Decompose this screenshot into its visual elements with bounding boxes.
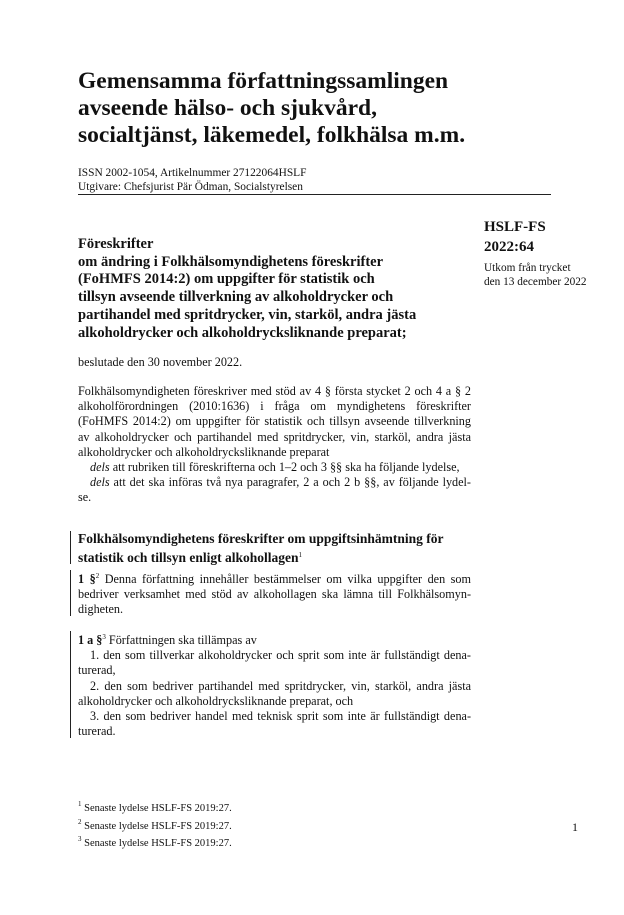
- intro-line: Folkhälsomyndigheten föreskriver med stöd av 4 § första stycket 2 och 4 a § 2: [78, 384, 471, 398]
- publication-meta: [78, 167, 306, 194]
- title-line: om ändring i Folkhälsomyndighetens föreskrifter: [78, 253, 384, 270]
- regulation-code: [484, 217, 546, 257]
- footnote: [78, 798, 232, 816]
- footnote-text: Senaste lydelse HSLF-FS 2019:27.: [81, 838, 232, 849]
- intro-paragraph: [78, 384, 471, 506]
- code-series: HSLF-FS: [484, 219, 546, 235]
- dels-word: dels: [90, 460, 110, 475]
- footnote-number: 3: [78, 835, 82, 843]
- footnotes: [78, 798, 232, 851]
- change-bar: [70, 631, 71, 738]
- para-line: digheten.: [78, 602, 124, 617]
- footnote-ref: 1: [298, 551, 303, 559]
- section-heading-line: Folkhälsomyndighetens föreskrifter om uppgiftsinhämtning för: [78, 531, 444, 546]
- intro-line: alkoholförordningen (2010:1636) i fråga om myndighetens föreskrifter: [78, 399, 471, 414]
- para-line: bedriver verksamhet med stöd av alkohollagen ska lämna till Folkhälsomyn-: [78, 587, 471, 602]
- list-item-line: turerad.: [78, 724, 116, 739]
- para-line: [78, 569, 471, 587]
- list-item-line: 1. den som tillverkar alkoholdrycker och sprit som inte är fullständigt dena-: [90, 648, 471, 663]
- paragraph-1: [78, 569, 471, 618]
- title-line: alkoholdrycker och alkoholdrycksliknande preparat;: [78, 324, 407, 341]
- paragraph-number: 1 a §: [78, 633, 103, 647]
- paragraph-number: 1 §: [78, 572, 96, 586]
- section-heading-text: statistik och tillsyn enligt alkohollagen: [78, 550, 299, 565]
- change-bar: [70, 531, 71, 564]
- decision-date: beslutade den 30 november 2022.: [78, 355, 243, 369]
- footnote-text: Senaste lydelse HSLF-FS 2019:27.: [81, 820, 232, 832]
- intro-line: alkoholdrycker och alkoholdrycksliknande preparat: [78, 444, 330, 459]
- dels-clause-1: [78, 460, 471, 475]
- footnote: [78, 816, 232, 834]
- para-text: Författningen ska tillämpas av: [105, 633, 257, 647]
- footnote-number: 1: [78, 800, 82, 808]
- dels-text: att rubriken till föreskrifterna och 1–2 och 3 §§ ska ha följande lydelse,: [109, 460, 460, 475]
- printed-date: den 13 december 2022: [484, 275, 587, 288]
- section-heading: [78, 530, 478, 566]
- regulation-title: [78, 236, 478, 342]
- title-line: Föreskrifter: [78, 236, 154, 252]
- publication-date: [484, 262, 587, 289]
- paragraph-1a: [78, 630, 471, 739]
- page-number: 1: [572, 820, 578, 834]
- publisher-line: Utgivare: Chefsjurist Pär Ödman, Socialstyrelsen: [78, 180, 303, 193]
- footnote-number: 2: [78, 817, 82, 826]
- footnote-ref: 2: [95, 572, 100, 580]
- title-line: partihandel med spritdrycker, vin, starköl, andra jästa: [78, 306, 417, 323]
- footnote-ref: 3: [102, 633, 106, 641]
- title-line: tillsyn avseende tillverkning av alkoholdrycker och: [78, 289, 394, 306]
- footnote-text: Senaste lydelse HSLF-FS 2019:27.: [81, 803, 232, 814]
- intro-line: (FoHMFS 2014:2) om uppgifter för statistik och tillsyn avseende tillverkning: [78, 414, 471, 429]
- dels-text: att det ska införas två nya paragrafer, 2 a och 2 b §§, av följande lydel-: [109, 475, 471, 490]
- masthead-title: [78, 68, 548, 149]
- masthead-line: avseende hälso- och sjukvård,: [78, 95, 378, 121]
- dels-word: dels: [90, 475, 110, 490]
- title-line: (FoHMFS 2014:2) om uppgifter för statistik och: [78, 271, 375, 288]
- dels-clause-2-end: se.: [78, 490, 92, 505]
- list-item-line: 3. den som bedriver handel med teknisk sprit som inte är fullständigt dena-: [90, 709, 471, 724]
- list-item-line: alkoholdrycker och alkoholdrycksliknande preparat, och: [78, 693, 354, 708]
- list-item-line: 2. den som bedriver partihandel med spritdrycker, vin, starköl, andra jästa: [90, 678, 471, 693]
- header-divider: [78, 194, 551, 195]
- masthead-line: Gemensamma författningssamlingen: [78, 68, 449, 94]
- para-line: [78, 630, 471, 648]
- issn-line: ISSN 2002-1054, Artikelnummer 27122064HSLF: [78, 167, 307, 179]
- intro-line: av alkoholdrycker och partihandel med spritdrycker, vin, starköl, andra jästa: [78, 429, 471, 444]
- change-bar: [70, 570, 71, 616]
- footnote: [78, 833, 232, 851]
- masthead-line: socialtjänst, läkemedel, folkhälsa m.m.: [78, 122, 466, 148]
- para-text: Denna författning innehåller bestämmelser om vilka uppgifter den som: [99, 572, 471, 586]
- printed-label: Utkom från trycket: [484, 262, 571, 274]
- section-heading-line: [78, 547, 478, 566]
- list-item-line: turerad,: [78, 663, 116, 678]
- code-number: 2022:64: [484, 239, 534, 255]
- dels-clause-2: [78, 475, 471, 490]
